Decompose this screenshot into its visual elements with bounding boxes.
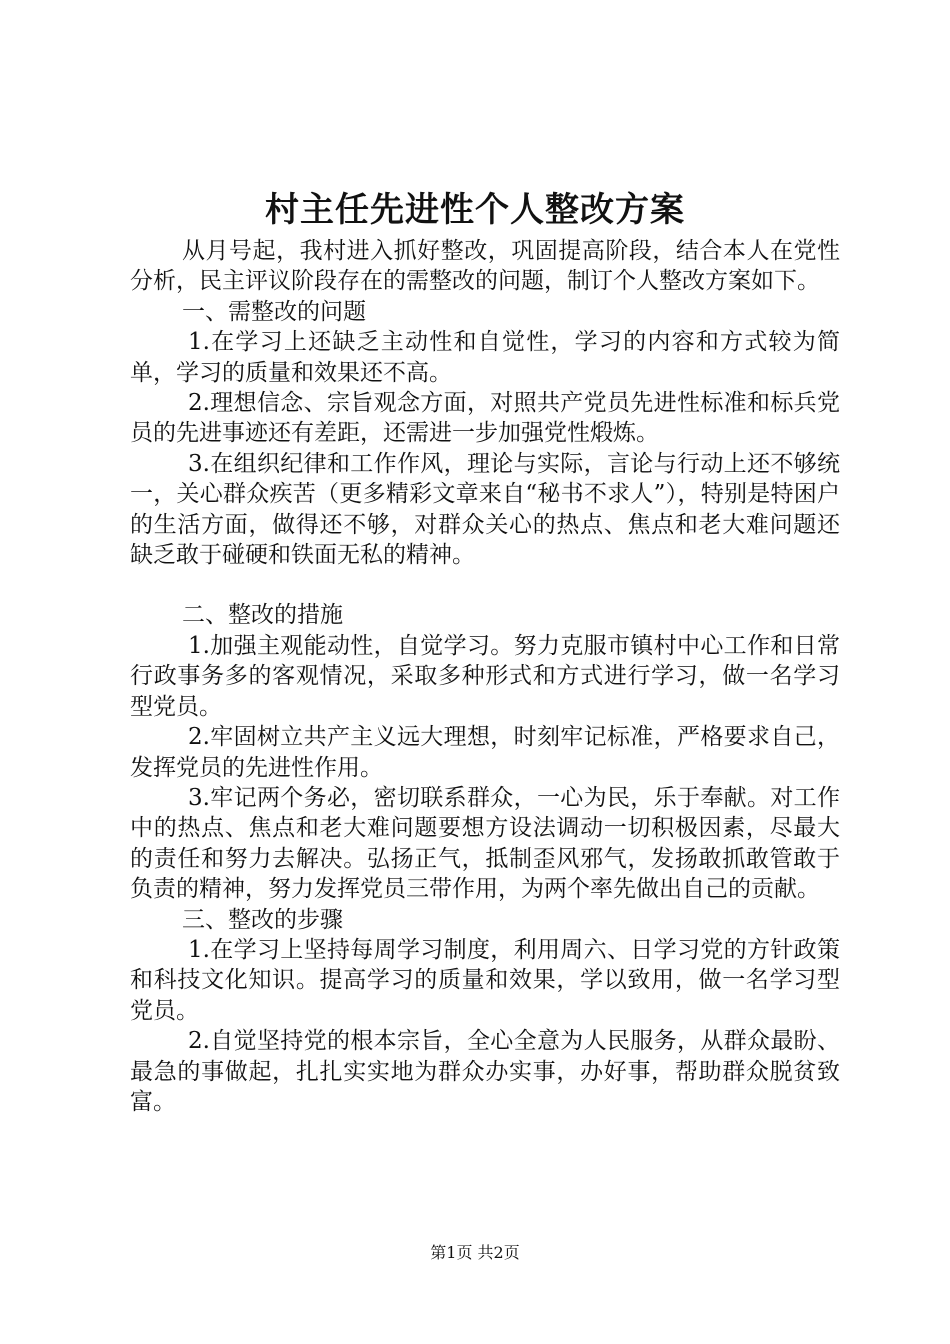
document-body (130, 236, 840, 1117)
step-item-2: 2.自觉坚持党的根本宗旨，全心全意为人民服务，从群众最盼、最急的事做起，扎扎实实地为群众办实事，办好事，帮助群众脱贫致富。 (130, 1028, 840, 1115)
section-heading-steps: 三、整改的步骤 (182, 906, 343, 933)
document-title: 村主任先进性个人整改方案 (265, 190, 685, 230)
intro-paragraph: 从月号起，我村进入抓好整改，巩固提高阶段，结合本人在党性分析，民主评议阶段存在的需整改的问题，制订个人整改方案如下。 (130, 238, 840, 295)
measure-item-1: 1.加强主观能动性，自觉学习。努力克服市镇村中心工作和日常行政事务多的客观情况，采取多种形式和方式进行学习，做一名学习型党员。 (130, 632, 840, 720)
problem-item-2: 2.理想信念、宗旨观念方面，对照共产党员先进性标准和标兵党员的先进事迹还有差距，还需进一步加强党性煅炼。 (130, 390, 840, 447)
measure-item-3: 3.牢记两个务必，密切联系群众，一心为民，乐于奉献。对工作中的热点、焦点和老大难问题要想方设法调动一切积极因素，尽最大的责任和努力去解决。弘扬正气，抵制歪风邪气，发扬敢抓敢管敢于负责的精神，努力发挥党员三带作用，为两个率先做出自己的贡献。 (130, 784, 840, 903)
problem-item-3: 3.在组织纪律和工作作风，理论与实际，言论与行动上还不够统一，关心群众疾苦（更多精彩文章来自“秘书不求人”），特别是特困户的生活方面，做得还不够，对群众关心的热点、焦点和老大难问题还缺乏敢于碰硬和铁面无私的精神。 (130, 450, 840, 569)
section-heading-problems: 一、需整改的问题 (182, 298, 366, 325)
step-item-1: 1.在学习上坚持每周学习制度，利用周六、日学习党的方针政策和科技文化知识。提高学习的质量和效果，学以致用，做一名学习型党员。 (130, 936, 840, 1024)
measure-item-2: 2.牢固树立共产主义远大理想，时刻牢记标准，严格要求自己，发挥党员的先进性作用。 (130, 724, 840, 781)
paragraph-gap (130, 570, 840, 600)
problem-item-1: 1.在学习上还缺乏主动性和自觉性，学习的内容和方式较为简单，学习的质量和效果还不高。 (130, 329, 840, 386)
section-heading-measures: 二、整改的措施 (182, 602, 343, 629)
page-number-footer: 第1页 共2页 (430, 1243, 520, 1262)
